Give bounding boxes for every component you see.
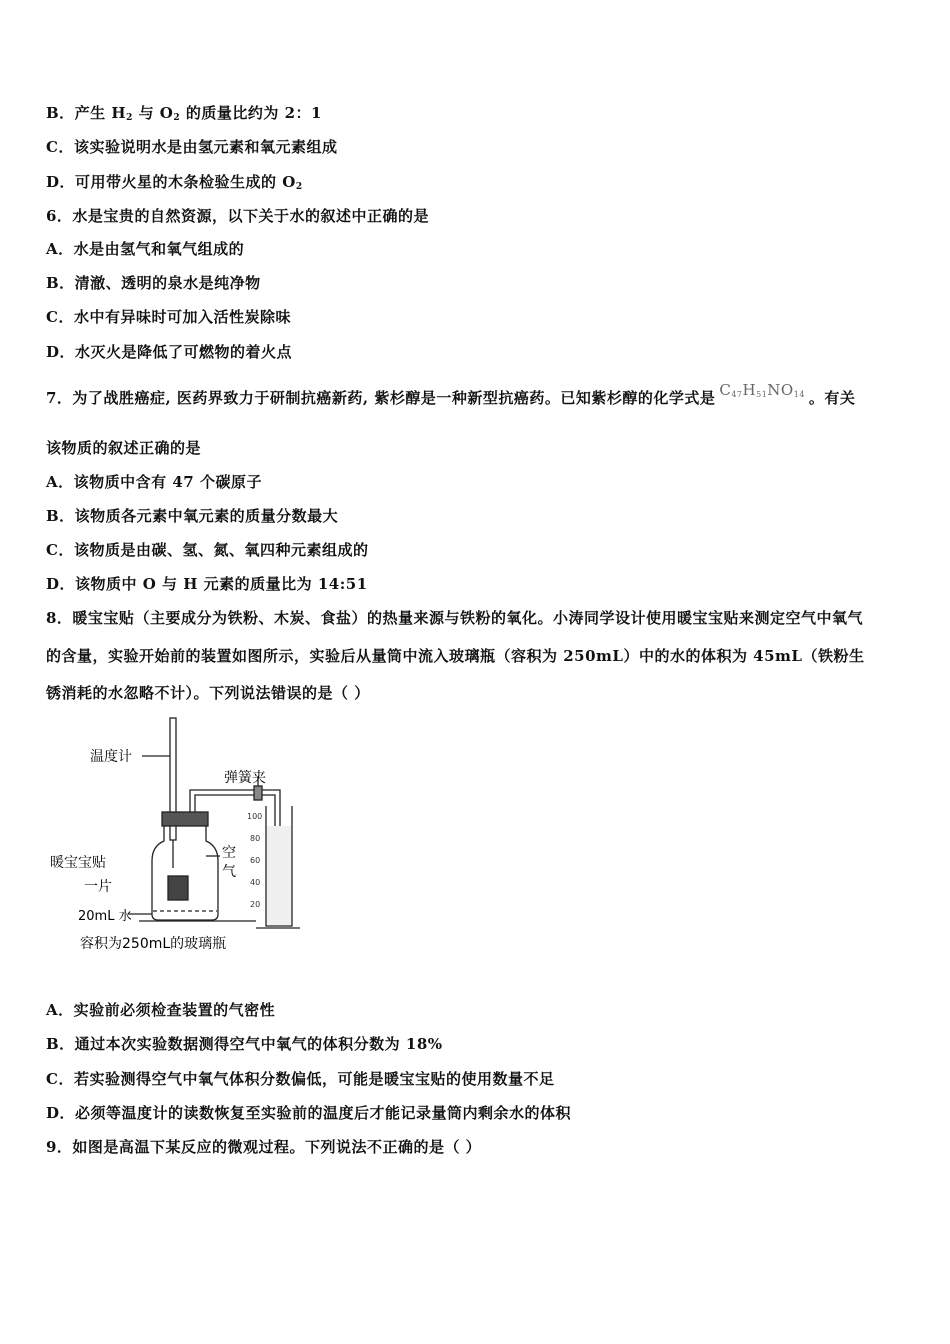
scale-100: 100	[247, 812, 263, 821]
q8-stem-line1: 8．暖宝宝贴（主要成分为铁粉、木炭、食盐）的热量来源与铁粉的氧化。小涛同学设计使用暖宝宝贴来测定空气中氧气	[46, 609, 863, 627]
q5-option-b: B．产生 $H_2$ 与 $O_2$ 的质量比约为 2：1	[46, 104, 322, 123]
q7-option-a: A．该物质中含有 47 个碳原子	[46, 473, 262, 491]
q9-stem: 9．如图是高温下某反应的微观过程。下列说法不正确的是（ ）	[46, 1138, 482, 1156]
label-bottle: 容积为250mL的玻璃瓶	[80, 936, 227, 952]
label-air-1: 空	[222, 845, 236, 861]
q6-option-c: C．水中有异味时可加入活性炭除味	[46, 308, 291, 326]
apparatus-figure	[44, 716, 314, 961]
q8-option-a: A．实验前必须检查装置的气密性	[46, 1001, 276, 1019]
q7-option-c: C．该物质是由碳、氢、氮、氧四种元素组成的	[46, 541, 369, 559]
q8-option-d: D．必须等温度计的读数恢复至实验前的温度后才能记录量筒内剩余水的体积	[46, 1104, 572, 1122]
glass-bottle	[152, 821, 218, 920]
spring-clamp-icon	[254, 786, 262, 800]
q5-option-d: D．可用带火星的木条检验生成的 $O_2$	[46, 173, 303, 192]
stopper	[162, 812, 208, 826]
taxol-formula: $C_{47}H_{51}NO_{14}$	[719, 381, 805, 399]
label-warmer-2: 一片	[84, 879, 112, 895]
q6-option-d: D．水灭火是降低了可燃物的着火点	[46, 343, 293, 361]
scale-20: 20	[250, 900, 261, 909]
q7-stem: 7．为了战胜癌症, 医药界致力于研制抗癌新药, 紫杉醇是一种新型抗癌药。已知紫杉醇的化学式是 $C_{47}H_{51}NO_{14}$ 。有关	[46, 381, 856, 407]
q7-stem-continued: 该物质的叙述正确的是	[46, 439, 202, 457]
label-thermometer: 温度计	[90, 749, 132, 765]
q8-option-b: B．通过本次实验数据测得空气中氧气的体积分数为 18%	[46, 1035, 443, 1053]
scale-80: 80	[250, 834, 261, 843]
scale-60: 60	[250, 856, 261, 865]
q6-option-b: B．清澈、透明的泉水是纯净物	[46, 274, 261, 292]
q8-stem-line2: 的含量，实验开始前的装置如图所示，实验后从量筒中流入玻璃瓶（容积为 250mL）中的水的体积为 45mL（铁粉生	[46, 647, 865, 665]
q7-option-d: D．该物质中 O 与 H 元素的质量比为 14:51	[46, 575, 368, 593]
q6-option-a: A．水是由氢气和氧气组成的	[46, 240, 245, 258]
label-air-2: 气	[222, 864, 236, 880]
q8-stem-line3: 锈消耗的水忽略不计）。下列说法错误的是（ ）	[46, 684, 370, 702]
q7-option-b: B．该物质各元素中氧元素的质量分数最大	[46, 507, 339, 525]
q6-stem: 6．水是宝贵的自然资源，以下关于水的叙述中正确的是	[46, 207, 429, 225]
q5-option-c: C．该实验说明水是由氢元素和氧元素组成	[46, 138, 338, 156]
label-warmer-1: 暖宝宝贴	[50, 855, 106, 871]
hand-warmer-pad	[168, 876, 188, 900]
label-water: 20mL 水	[78, 909, 132, 924]
q8-option-c: C．若实验测得空气中氧气体积分数偏低，可能是暖宝宝贴的使用数量不足	[46, 1070, 555, 1088]
label-spring-clamp: 弹簧夹	[224, 770, 266, 786]
scale-40: 40	[250, 878, 261, 887]
